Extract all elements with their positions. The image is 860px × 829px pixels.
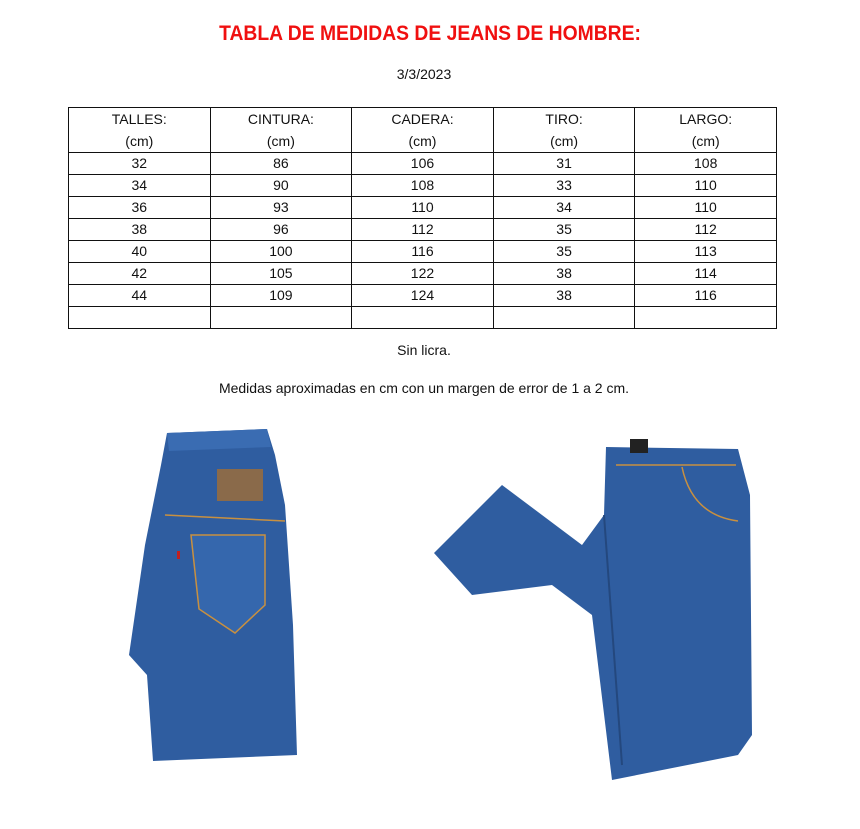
table-cell: 42 <box>69 263 211 285</box>
table-cell: 110 <box>352 197 494 219</box>
table-cell: 116 <box>352 241 494 263</box>
header-label: CADERA: <box>391 111 454 127</box>
margin-note: Medidas aproximadas en cm con un margen de error de 1 a 2 cm. <box>218 380 630 396</box>
table-cell: 86 <box>210 153 352 175</box>
date: 3/3/2023 <box>396 66 452 82</box>
table-cell: 106 <box>352 153 494 175</box>
table-header-row <box>69 108 777 153</box>
table-cell: 93 <box>210 197 352 219</box>
table-cell: 124 <box>352 285 494 307</box>
table-cell: 44 <box>69 285 211 307</box>
table-cell: 90 <box>210 175 352 197</box>
table-cell: 108 <box>352 175 494 197</box>
table-row <box>69 285 777 307</box>
table-cell: 112 <box>635 219 777 241</box>
header-unit: (cm) <box>691 133 720 149</box>
table-cell: 40 <box>69 241 211 263</box>
table-cell <box>352 307 494 329</box>
table-row <box>69 263 777 285</box>
jeans-back-folded-image <box>125 425 305 765</box>
table-cell: 32 <box>69 153 211 175</box>
table-cell: 109 <box>210 285 352 307</box>
header-unit: (cm) <box>550 133 579 149</box>
table-cell: 38 <box>69 219 211 241</box>
header-tiro <box>493 108 635 153</box>
header-cintura <box>210 108 352 153</box>
table-cell: 35 <box>493 241 635 263</box>
table-cell: 33 <box>493 175 635 197</box>
table-row <box>69 219 777 241</box>
table-cell: 34 <box>69 175 211 197</box>
header-largo <box>635 108 777 153</box>
table-cell: 34 <box>493 197 635 219</box>
table-cell: 36 <box>69 197 211 219</box>
header-unit: (cm) <box>125 133 154 149</box>
jeans-front-image <box>432 435 757 785</box>
header-unit: (cm) <box>408 133 437 149</box>
table-cell: 113 <box>635 241 777 263</box>
table-cell: 122 <box>352 263 494 285</box>
table-cell: 31 <box>493 153 635 175</box>
table-cell: 108 <box>635 153 777 175</box>
header-cadera <box>352 108 494 153</box>
table-row <box>69 307 777 329</box>
table-cell <box>635 307 777 329</box>
header-label: TIRO: <box>545 111 583 127</box>
table-cell: 35 <box>493 219 635 241</box>
header-label: LARGO: <box>679 111 733 127</box>
table-cell: 112 <box>352 219 494 241</box>
table-cell <box>69 307 211 329</box>
table-row <box>69 197 777 219</box>
table-cell: 96 <box>210 219 352 241</box>
header-label: CINTURA: <box>247 111 314 127</box>
table-row <box>69 241 777 263</box>
size-table <box>68 107 777 329</box>
table-cell: 110 <box>635 197 777 219</box>
table-cell: 100 <box>210 241 352 263</box>
page-title: TABLA DE MEDIDAS DE JEANS DE HOMBRE: <box>219 22 641 45</box>
table-cell: 116 <box>635 285 777 307</box>
table-row <box>69 175 777 197</box>
table-cell <box>210 307 352 329</box>
stretch-note: Sin licra. <box>397 342 451 358</box>
table-row <box>69 153 777 175</box>
table-cell: 38 <box>493 285 635 307</box>
table-cell <box>493 307 635 329</box>
table-cell: 38 <box>493 263 635 285</box>
header-talles <box>69 108 211 153</box>
header-label: TALLES: <box>111 111 167 127</box>
table-cell: 110 <box>635 175 777 197</box>
table-cell: 105 <box>210 263 352 285</box>
table-cell: 114 <box>635 263 777 285</box>
header-unit: (cm) <box>266 133 295 149</box>
